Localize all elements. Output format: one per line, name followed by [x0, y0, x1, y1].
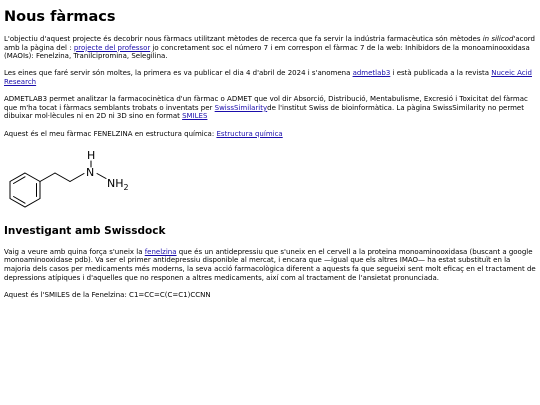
swissdock-text-2: que és un antidepressiu que s'uneix en el cervell a la proteina monoaminooxidasa (buscant a google monoaminooxidase pdb). Va ser el primer antidepressiu disponible al mercat, i encara que —igual que els altres IMAO— ha estat substituït en la majoria dels casos per medicaments més moderns, la seva acció farmacològica diferent a aquests fa que segueixi sent molt eficaç en el tractament de depressions atípiques i d'aquelles que no responen a altres medicaments, així com al tractament de l'ansietat pronunciada.	[4, 247, 536, 282]
phenelzine-structure-drawing	[4, 147, 134, 212]
smiles-link[interactable]: SMILES	[182, 112, 208, 121]
intro-paragraph	[4, 35, 536, 61]
intro-text-3: jo concretament soc el número 7 i em correspon el fàrmac 7 de la web: Inhibidors de la monoaminooxidasa (MAOIs): Fenelzina, Tranilcipromina, Selegilina.	[4, 43, 530, 61]
atom-subscript: 2	[123, 182, 129, 192]
structure-text: Aquest és el meu fàrmac FENELZINA en estructura química:	[4, 129, 217, 138]
chain-bond	[55, 173, 70, 182]
tools-text-2: i està publicada a la revista	[390, 69, 492, 78]
atom-n-label: N	[86, 165, 95, 179]
atom-nh2-label	[107, 177, 129, 192]
atom-nh-text: NH	[107, 176, 124, 190]
swissdock-heading: Investigant amb Swissdock	[4, 224, 166, 237]
admetlab-text-1: ADMETLAB3 permet analitzar la farmacocinètica d'un fàrmac o ADMET que vol dir Absorció, Distribució, Mentabulisme, Excresió i Toxicitat del fàrmac que m'ha tocat i fàrmacs semblants trobats o inventats per	[4, 95, 528, 112]
admetlab3-link[interactable]: admetlab3	[352, 69, 391, 78]
smiles-paragraph: Aquest és l'SMILES de la Fenelzina: C1=CC=C(C=C1)CCNN	[4, 290, 211, 299]
admetlab-paragraph	[4, 95, 536, 121]
journal-link[interactable]: Nuceic Acid Research	[4, 69, 532, 86]
n-n-bond	[97, 173, 106, 178]
page-title: Nous fàrmacs	[4, 9, 116, 25]
in-silico-text: in silicod	[482, 35, 514, 43]
intro-text-1: L'objectiu d'aquest projecte és decobrir nous fàrmacs utilitzant mètodes de recerca que fa servir la indústria farmacèutica són mètodes	[4, 35, 483, 43]
swissdock-text-1: Vaig a veure amb quina força s'uneix la	[4, 247, 145, 256]
fenelzina-link[interactable]: fenelzina	[144, 247, 177, 256]
swisssimilarity-link[interactable]: SwissSimilarity	[214, 103, 268, 112]
aromatic-bond	[14, 177, 26, 184]
atom-h-label: H	[87, 148, 96, 162]
swissdock-paragraph	[4, 248, 536, 282]
intro-text-2: 'acord amb la pàgina del :	[4, 35, 535, 52]
aromatic-bond	[14, 196, 26, 203]
chain-bond	[70, 173, 84, 181]
phenelzine-structure	[4, 147, 536, 212]
professor-project-link[interactable]: projecte del professor	[73, 43, 151, 52]
benzene-ring	[10, 173, 40, 207]
admetlab-text-2: de l'institut Swiss de bioinformàtica. La pàgina SwissSimilarity no permet dibuixar mol·lècules ni en 2D ni 3D sino en format	[4, 103, 524, 121]
tools-paragraph	[4, 69, 536, 86]
chemical-structure-link[interactable]: Estructura química	[216, 129, 283, 138]
structure-paragraph	[4, 130, 536, 139]
tools-text-1: Les eines que faré servir són moltes, la primera es va publicar el dia 4 d'abril de 2024 i s'anomena	[4, 69, 353, 78]
chain-bond	[40, 173, 55, 182]
